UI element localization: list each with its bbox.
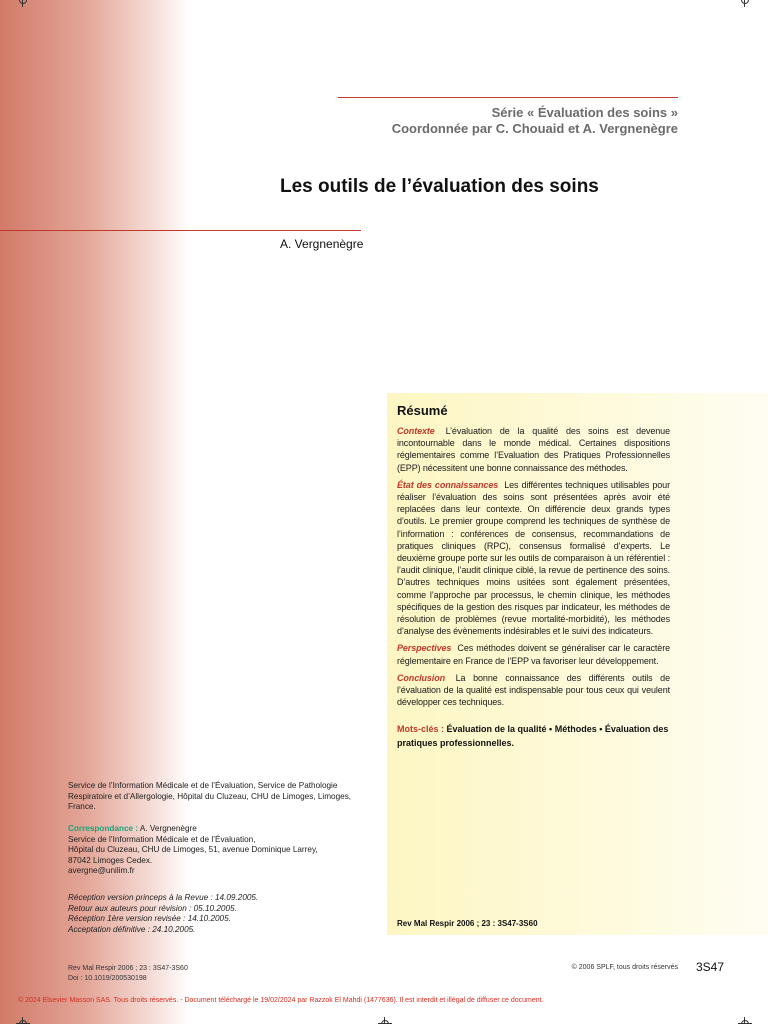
abstract-section-context [397,425,670,474]
correspondence-email: avergne@unilim.fr [68,866,135,875]
date-line: Acceptation définitive : 24.10.2005. [68,924,196,934]
submission-dates [68,893,358,935]
correspondence-line: Hôpital du Cluzeau, CHU de Limoges, 51, avenue Dominique Larrey, [68,845,318,854]
abstract-heading: Résumé [397,403,448,418]
article-title: Les outils de l’évaluation des soins [280,176,599,197]
date-line: Réception 1ère version revisée : 14.10.2005. [68,914,231,923]
crop-mark-icon [16,0,30,7]
download-notice: © 2024 Elsevier Masson SAS. Tous droits réservés. - Document téléchargé le 19/02/2024 par Razzok El Mahdi (1477636). Il est interdit et illégal de diffuser ce document. [18,997,544,1004]
footer-journal: Rev Mal Respir 2006 ; 23 : 3S47-3S60 [68,965,188,972]
abstract-box [387,393,768,935]
abstract-section-text: La bonne connaissance des différents outils de l’évaluation de la qualité est indispensable pour tous ceux qui veulent développer ces techniques. [397,672,670,708]
keywords-label: Mots-clés : [397,724,445,735]
correspondence-name: A. Vergnenègre [139,824,197,833]
series-title: Série « Évaluation des soins » [491,105,678,120]
abstract-section-state-of-knowledge [397,479,670,638]
series-header [392,105,678,137]
abstract-section-label: Perspectives [397,643,452,654]
crop-mark-icon [738,1017,752,1024]
affiliation: Service de l’Information Médicale et de l’Évaluation, Service de Pathologie Respiratoire et d’Allergologie, Hôpital du Cluzeau, CHU de Limoges, Limoges, France. [68,781,352,811]
abstract-section-label: Contexte [397,426,435,436]
date-line: Réception version princeps à la Revue : 14.09.2005. [68,893,259,902]
date-line: Retour aux auteurs pour révision : 05.10.2005. [68,903,237,913]
abstract-journal-ref: Rev Mal Respir 2006 ; 23 : 3S47-3S60 [397,919,538,928]
footer-copyright: © 2006 SPLF, tous droits réservés [571,964,678,971]
page-number: 3S47 [695,960,724,974]
crop-mark-icon [378,1017,392,1024]
abstract-section-conclusion [397,672,670,709]
abstract-section-perspectives [397,642,670,666]
abstract-section-text: L’évaluation de la qualité des soins est devenue incontournable dans le monde médical. Certaines dispositions réglementaires comme l’Evaluation des Pratiques Professionnelles (EPP) nécessitent une bonne connaissance des méthodes. [397,426,670,473]
footer-citation [68,964,188,984]
abstract-section-text: Ces méthodes doivent se généraliser car le caractère réglementaire en France de l’EPP va favoriser leur développement. [397,643,670,666]
correspondence-line: Service de l’Information Médicale et de l’Évaluation, [68,834,256,844]
correspondence-label: Correspondance : [68,824,139,833]
keywords [397,722,670,750]
title-rule [0,230,361,231]
article-author: A. Vergnenègre [280,237,364,251]
abstract-section-label: État des connaissances [397,479,499,490]
keywords-text: Évaluation de la qualité • Méthodes • Évaluation des pratiques professionnelles. [397,724,669,749]
abstract-section-text: Les différentes techniques utilisables pour réaliser l’évaluation des soins sont présentées après avoir été replacées dans leur contexte. On différencie deux grands types d’outils. Le premier groupe comprend les techniques de synthèse de l’information : conférences de consensus, recommandations de pratiques cliniques (RPC), consensus formalisé d’experts. Le deuxième groupe porte sur les outils de comparaison à un référentiel : l’audit clinique, l’audit clinique ciblé, la revue de pertinence des soins. D’autres techniques moins usitées sont également présentées, comme l’approche par processus, le chemin clinique, les méthodes spécifiques de la gestion des risques par indicateur, les méthodes de résolution de problèmes (revue mortalité-morbidité), les méthodes d’analyse des évènements indésirables et le suivi des indicateurs. [397,479,670,637]
correspondence [68,824,358,877]
series-coordinators: Coordonnée par C. Chouaid et A. Vergnenègre [391,121,678,136]
header-rule [338,97,678,98]
abstract-section-label: Conclusion [397,672,445,683]
crop-mark-icon [738,0,752,7]
correspondence-line: 87042 Limoges Cedex. [68,855,153,865]
crop-mark-icon [16,1017,30,1024]
abstract-content [397,403,670,750]
footer-doi: Doi : 10.1019/200530198 [68,975,147,982]
